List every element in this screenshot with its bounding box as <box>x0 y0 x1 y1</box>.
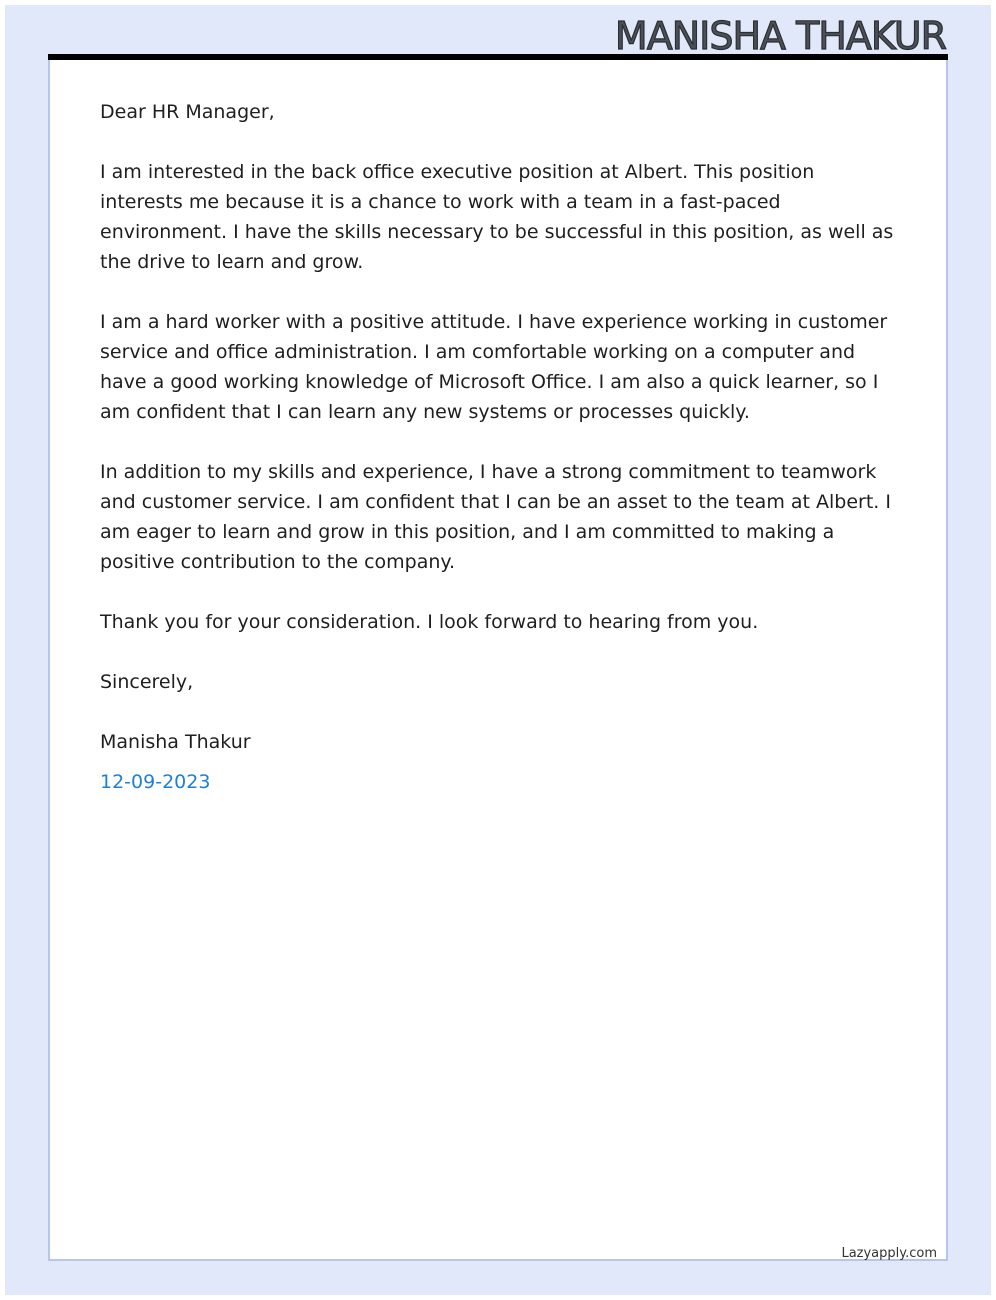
signature-name: Manisha Thakur <box>100 731 251 753</box>
paragraph-commitment: In addition to my skills and experience, I have a strong commitment to teamwork and customer service. I am confident that I can be an asset to the team at Albert. I am eager to learn and grow in this position, and I am committed to making a positive contribution to the company. <box>100 461 891 573</box>
applicant-name-heading: MANISHA THAKUR <box>614 14 946 58</box>
letter-date: 12-09-2023 <box>100 771 211 793</box>
closing: Sincerely, <box>100 671 194 693</box>
paragraph-thanks: Thank you for your consideration. I look forward to hearing from you. <box>100 611 759 633</box>
cover-letter-body <box>100 97 895 797</box>
footer-brand: Lazyapply.com <box>841 1246 937 1261</box>
paragraph-intro: I am interested in the back office executive position at Albert. This position interests me because it is a chance to work with a team in a fast-paced environment. I have the skills necessary to be successful in this position, as well as the drive to learn and grow. <box>100 161 894 273</box>
salutation: Dear HR Manager, <box>100 101 275 123</box>
paragraph-experience: I am a hard worker with a positive attitude. I have experience working in customer service and office administration. I am comfortable working on a computer and have a good working knowledge of Microsoft Office. I am also a quick learner, so I am confident that I can learn any new systems or processes quickly. <box>100 311 888 423</box>
